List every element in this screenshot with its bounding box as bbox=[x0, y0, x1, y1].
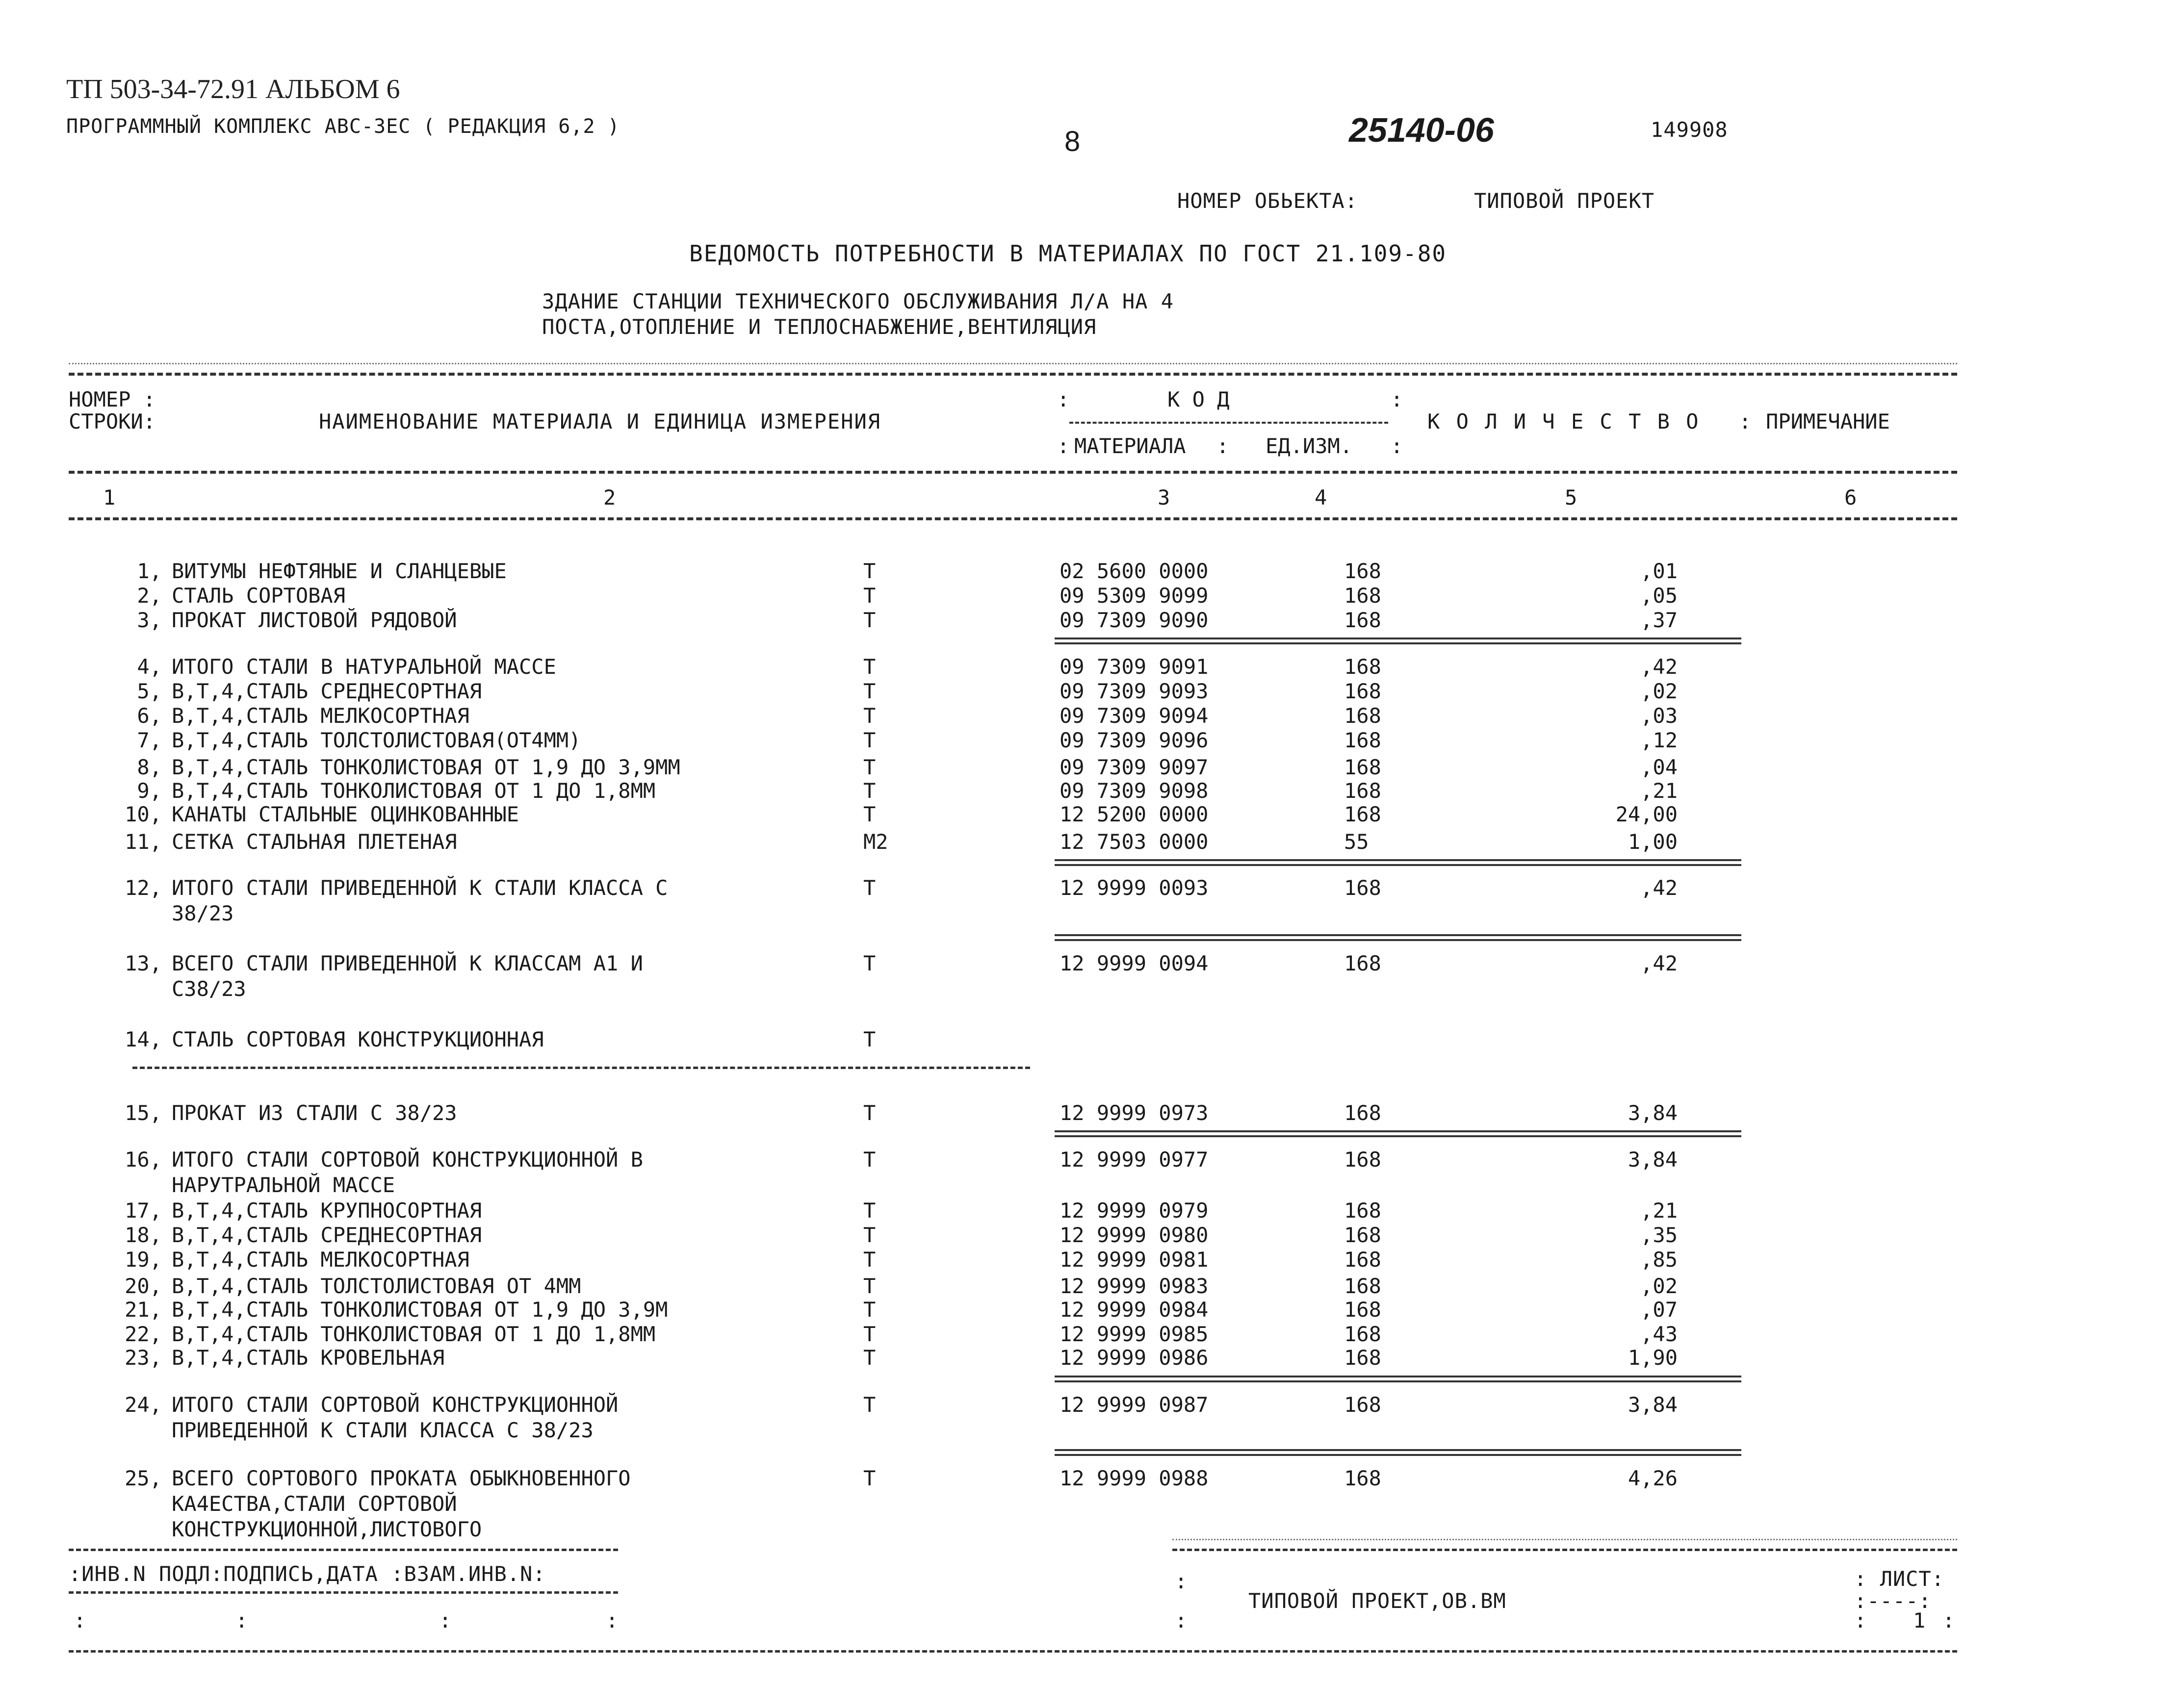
material-code: 09 7309 9093 bbox=[1060, 679, 1209, 703]
material-code: 12 9999 0983 bbox=[1060, 1274, 1209, 1298]
table-row bbox=[0, 1393, 2172, 1418]
material-name: ИТОГО СТАЛИ В НАТУРАЛЬНОЙ МАССЕ bbox=[172, 655, 556, 679]
unit-code: 168 bbox=[1344, 1346, 1381, 1370]
total-rule bbox=[1055, 1449, 1741, 1456]
quantity: ,01 bbox=[1640, 559, 1678, 583]
page-title: ВЕДОМОСТЬ ПОТРЕБНОСТИ В МАТЕРИАЛАХ ПО ГОСТ 21.109-80 bbox=[689, 240, 1447, 267]
sheet-number: 1 bbox=[1913, 1608, 1926, 1632]
material-code: 09 7309 9098 bbox=[1060, 779, 1209, 803]
unit: Т bbox=[863, 1298, 876, 1322]
material-code: 09 7309 9094 bbox=[1060, 704, 1209, 728]
material-name: В,Т,4,СТАЛЬ ТОЛСТОЛИСТОВАЯ(ОТ4ММ) bbox=[172, 728, 581, 752]
header-divider: : bbox=[1391, 434, 1403, 458]
unit: Т bbox=[863, 951, 876, 975]
object-value: ТИПОВОЙ ПРОЕКТ bbox=[1474, 189, 1655, 213]
material-code: 12 9999 0980 bbox=[1060, 1223, 1209, 1247]
row-number: 20, bbox=[125, 1274, 162, 1298]
material-code: 12 9999 0985 bbox=[1060, 1322, 1209, 1346]
column-number-3: 3 bbox=[1158, 485, 1170, 510]
doc-code: 25140-06 bbox=[1349, 111, 1494, 149]
quantity: ,07 bbox=[1640, 1298, 1678, 1322]
material-name: КОНСТРУКЦИОННОЙ,ЛИСТОВОГО bbox=[172, 1517, 482, 1541]
table-row bbox=[0, 1322, 2172, 1348]
table-row bbox=[0, 951, 2172, 977]
unit-code: 168 bbox=[1344, 728, 1381, 752]
quantity: 3,84 bbox=[1628, 1147, 1678, 1172]
material-name: ПРОКАТ ЛИСТОВОЙ РЯДОВОЙ bbox=[172, 608, 457, 632]
unit-code: 168 bbox=[1344, 755, 1381, 779]
material-code: 12 9999 0988 bbox=[1060, 1466, 1209, 1490]
row-number: 5, bbox=[137, 679, 162, 703]
footer-divider: : bbox=[74, 1608, 87, 1632]
unit: Т bbox=[863, 1322, 876, 1346]
quantity: ,42 bbox=[1640, 951, 1678, 975]
row-number: 19, bbox=[125, 1248, 162, 1272]
material-name: КАНАТЫ СТАЛЬНЫЕ ОЦИНКОВАННЫЕ bbox=[172, 802, 519, 826]
table-row bbox=[0, 655, 2172, 680]
unit: Т bbox=[863, 704, 876, 728]
quantity: ,12 bbox=[1640, 728, 1678, 752]
material-code: 12 9999 0094 bbox=[1060, 951, 1209, 975]
material-code: 12 9999 0979 bbox=[1060, 1198, 1209, 1223]
unit: Т bbox=[863, 779, 876, 803]
material-name: В,Т,4,СТАЛЬ ТОНКОЛИСТОВАЯ ОТ 1 ДО 1,8ММ bbox=[172, 1322, 656, 1346]
quantity: ,03 bbox=[1640, 704, 1678, 728]
header-col2: НАИМЕНОВАНИЕ МАТЕРИАЛА И ЕДИНИЦА ИЗМЕРЕНИЯ bbox=[319, 409, 881, 433]
subtitle-line-2: ПОСТА,ОТОПЛЕНИЕ И ТЕПЛОСНАБЖЕНИЕ,ВЕНТИЛЯЦИЯ bbox=[542, 315, 1097, 339]
header-col1-line2: СТРОКИ: bbox=[69, 409, 156, 433]
subtitle-line-1: ЗДАНИЕ СТАНЦИИ ТЕХНИЧЕСКОГО ОБСЛУЖИВАНИЯ Л/А НА 4 bbox=[542, 289, 1174, 313]
table-row bbox=[0, 779, 2172, 804]
row-number: 9, bbox=[137, 779, 162, 803]
header-quantity: К О Л И Ч Е С Т В О bbox=[1427, 409, 1701, 433]
material-name: В,Т,4,СТАЛЬ МЕЛКОСОРТНАЯ bbox=[172, 1248, 469, 1272]
unit-code: 168 bbox=[1344, 1101, 1381, 1125]
unit: Т bbox=[863, 1346, 876, 1370]
table-row bbox=[0, 1274, 2172, 1300]
material-name: ПРОКАТ ИЗ СТАЛИ С 38/23 bbox=[172, 1101, 457, 1125]
unit-code: 168 bbox=[1344, 559, 1381, 583]
material-code: 02 5600 0000 bbox=[1060, 559, 1209, 583]
unit: Т bbox=[863, 1027, 876, 1051]
row-number: 1, bbox=[137, 559, 162, 583]
material-name: В,Т,4,СТАЛЬ СРЕДНЕСОРТНАЯ bbox=[172, 1223, 482, 1247]
material-code: 09 7309 9096 bbox=[1060, 728, 1209, 752]
material-name: НАРУТРАЛЬНОЙ МАССЕ bbox=[172, 1173, 395, 1197]
material-name: КА4ЕСТВА,СТАЛИ СОРТОВОЙ bbox=[172, 1492, 457, 1516]
column-number-4: 4 bbox=[1315, 485, 1327, 510]
table-row bbox=[0, 608, 2172, 634]
row-number: 7, bbox=[137, 728, 162, 752]
table-row bbox=[0, 876, 2172, 901]
table-row bbox=[0, 1101, 2172, 1126]
table-row bbox=[0, 1027, 2172, 1053]
material-code: 09 7309 9090 bbox=[1060, 608, 1209, 632]
signature-line: :ИНВ.N ПОДЛ:ПОДПИСЬ,ДАТА :ВЗАМ.ИНВ.N: bbox=[69, 1562, 546, 1586]
section-rule bbox=[132, 1067, 1030, 1069]
table-row bbox=[0, 1198, 2172, 1224]
row-number: 3, bbox=[137, 608, 162, 632]
material-name: ПРИВЕДЕННОЙ К СТАЛИ КЛАССА С 38/23 bbox=[172, 1418, 594, 1442]
row-number: 11, bbox=[125, 830, 162, 854]
unit: Т bbox=[863, 679, 876, 703]
material-name: ВСЕГО СТАЛИ ПРИВЕДЕННОЙ К КЛАССАМ А1 И bbox=[172, 951, 643, 975]
material-code: 12 9999 0973 bbox=[1060, 1101, 1209, 1125]
row-number: 13, bbox=[125, 951, 162, 975]
sheet-label: : ЛИСТ: bbox=[1854, 1567, 1945, 1591]
header-divider: : bbox=[1216, 434, 1229, 458]
header-code-unit: ЕД.ИЗМ. bbox=[1266, 434, 1353, 458]
material-name: В,Т,4,СТАЛЬ СРЕДНЕСОРТНАЯ bbox=[172, 679, 482, 703]
unit: Т bbox=[863, 802, 876, 826]
table-row bbox=[0, 830, 2172, 855]
serial-number: 149908 bbox=[1651, 118, 1728, 142]
row-number: 24, bbox=[125, 1393, 162, 1417]
quantity: ,02 bbox=[1640, 1274, 1678, 1298]
quantity: 1,90 bbox=[1628, 1346, 1678, 1370]
total-rule bbox=[1055, 1130, 1741, 1137]
material-code: 09 7309 9091 bbox=[1060, 655, 1209, 679]
material-name: СЕТКА СТАЛЬНАЯ ПЛЕТЕНАЯ bbox=[172, 830, 457, 854]
footer-divider: : bbox=[1175, 1608, 1188, 1632]
quantity: 24,00 bbox=[1615, 802, 1678, 826]
total-rule bbox=[1055, 934, 1741, 941]
material-code: 12 9999 0986 bbox=[1060, 1346, 1209, 1370]
material-name: В,Т,4,СТАЛЬ ТОНКОЛИСТОВАЯ ОТ 1,9 ДО 3,9ММ bbox=[172, 755, 680, 779]
quantity: ,21 bbox=[1640, 1198, 1678, 1223]
quantity: ,21 bbox=[1640, 779, 1678, 803]
quantity: ,02 bbox=[1640, 679, 1678, 703]
material-name: С38/23 bbox=[172, 977, 246, 1001]
footer-divider: : bbox=[235, 1608, 249, 1632]
footer-divider: : bbox=[439, 1608, 452, 1632]
unit-code: 168 bbox=[1344, 779, 1381, 803]
footer-divider: : bbox=[1942, 1608, 1956, 1632]
quantity: 4,26 bbox=[1628, 1466, 1678, 1490]
header-top-dotted bbox=[69, 363, 1957, 364]
total-rule bbox=[1055, 859, 1741, 866]
table-row-continuation bbox=[0, 901, 2172, 927]
unit: Т bbox=[863, 1147, 876, 1172]
program-line: ПРОГРАММНЫЙ КОМПЛЕКС АВС-3ЕС ( РЕДАКЦИЯ 6,2 ) bbox=[66, 115, 620, 138]
unit-code: 168 bbox=[1344, 608, 1381, 632]
quantity: ,42 bbox=[1640, 655, 1678, 679]
header-col1-line1: НОМЕР : bbox=[69, 387, 156, 411]
unit: Т bbox=[863, 1274, 876, 1298]
table-row-continuation bbox=[0, 1492, 2172, 1517]
unit: Т bbox=[863, 1248, 876, 1272]
header-divider: : bbox=[1391, 387, 1403, 411]
unit: Т bbox=[863, 1198, 876, 1223]
table-row bbox=[0, 1346, 2172, 1371]
table-row-continuation bbox=[0, 1418, 2172, 1444]
table-row bbox=[0, 1147, 2172, 1173]
unit: Т bbox=[863, 1466, 876, 1490]
unit-code: 55 bbox=[1344, 830, 1369, 854]
unit: Т bbox=[863, 1223, 876, 1247]
quantity: 3,84 bbox=[1628, 1101, 1678, 1125]
row-number: 4, bbox=[137, 655, 162, 679]
unit: Т bbox=[863, 559, 876, 583]
material-code: 12 9999 0977 bbox=[1060, 1147, 1209, 1172]
unit-code: 168 bbox=[1344, 1274, 1381, 1298]
footer-divider: : bbox=[606, 1608, 619, 1632]
row-number: 6, bbox=[137, 704, 162, 728]
unit-code: 168 bbox=[1344, 1223, 1381, 1247]
material-name: ИТОГО СТАЛИ СОРТОВОЙ КОНСТРУКЦИОННОЙ bbox=[172, 1393, 619, 1417]
table-row bbox=[0, 584, 2172, 609]
material-code: 12 9999 0987 bbox=[1060, 1393, 1209, 1417]
row-number: 23, bbox=[125, 1346, 162, 1370]
album-line: ТП 503-34-72.91 АЛЬБОМ 6 bbox=[66, 74, 400, 104]
row-number: 15, bbox=[125, 1101, 162, 1125]
row-number: 8, bbox=[137, 755, 162, 779]
header-code: К О Д bbox=[1167, 387, 1230, 411]
material-code: 12 9999 0093 bbox=[1060, 876, 1209, 900]
header-divider: : bbox=[1739, 409, 1752, 433]
unit-code: 168 bbox=[1344, 704, 1381, 728]
material-name: СТАЛЬ СОРТОВАЯ bbox=[172, 584, 346, 608]
row-number: 12, bbox=[125, 876, 162, 900]
unit-code: 168 bbox=[1344, 876, 1381, 900]
table-row-continuation bbox=[0, 977, 2172, 1002]
row-number: 16, bbox=[125, 1147, 162, 1172]
material-name: ВИТУМЫ НЕФТЯНЫЕ И СЛАНЦЕВЫЕ bbox=[172, 559, 507, 583]
quantity: ,04 bbox=[1640, 755, 1678, 779]
project-label: ТИПОВОЙ ПРОЕКТ,ОВ.ВМ bbox=[1248, 1589, 1506, 1613]
unit-code: 168 bbox=[1344, 655, 1381, 679]
unit-code: 168 bbox=[1344, 584, 1381, 608]
unit: Т bbox=[863, 584, 876, 608]
material-name: В,Т,4,СТАЛЬ ТОНКОЛИСТОВАЯ ОТ 1,9 ДО 3,9М bbox=[172, 1298, 668, 1322]
unit: Т bbox=[863, 655, 876, 679]
row-number: 21, bbox=[125, 1298, 162, 1322]
row-number: 10, bbox=[125, 802, 162, 826]
header-divider: : bbox=[1057, 434, 1070, 458]
table-row bbox=[0, 704, 2172, 729]
unit-code: 168 bbox=[1344, 1322, 1381, 1346]
unit-code: 168 bbox=[1344, 679, 1381, 703]
footer-divider: : bbox=[1175, 1569, 1188, 1593]
total-rule bbox=[1055, 637, 1741, 644]
row-number: 2, bbox=[137, 584, 162, 608]
table-row-continuation bbox=[0, 1173, 2172, 1198]
header-top-rule bbox=[69, 373, 1957, 376]
footer-right-top-rule bbox=[1172, 1549, 1957, 1551]
footer-divider: : bbox=[1854, 1608, 1867, 1632]
header-code-rule bbox=[1069, 422, 1388, 424]
table-row bbox=[0, 755, 2172, 781]
material-code: 12 9999 0984 bbox=[1060, 1298, 1209, 1322]
material-code: 09 7309 9097 bbox=[1060, 755, 1209, 779]
unit: Т bbox=[863, 1101, 876, 1125]
quantity: ,35 bbox=[1640, 1223, 1678, 1247]
material-name: В,Т,4,СТАЛЬ КРУПНОСОРТНАЯ bbox=[172, 1198, 482, 1223]
quantity: 1,00 bbox=[1628, 830, 1678, 854]
material-name: ВСЕГО СОРТОВОГО ПРОКАТА ОБЫКНОВЕННОГО bbox=[172, 1466, 631, 1490]
material-name: ИТОГО СТАЛИ СОРТОВОЙ КОНСТРУКЦИОННОЙ В bbox=[172, 1147, 643, 1172]
table-row bbox=[0, 802, 2172, 828]
quantity: ,43 bbox=[1640, 1322, 1678, 1346]
table-row bbox=[0, 559, 2172, 585]
table-row bbox=[0, 679, 2172, 705]
quantity: ,05 bbox=[1640, 584, 1678, 608]
total-rule bbox=[1055, 1376, 1741, 1382]
column-number-5: 5 bbox=[1565, 485, 1577, 510]
column-number-2: 2 bbox=[603, 485, 616, 510]
table-row bbox=[0, 1223, 2172, 1249]
unit-code: 168 bbox=[1344, 1248, 1381, 1272]
material-code: 12 5200 0000 bbox=[1060, 802, 1209, 826]
unit: Т bbox=[863, 755, 876, 779]
quantity: ,42 bbox=[1640, 876, 1678, 900]
material-code: 12 9999 0981 bbox=[1060, 1248, 1209, 1272]
object-label: НОМЕР ОБЬЕКТА: bbox=[1177, 189, 1358, 213]
unit-code: 168 bbox=[1344, 1147, 1381, 1172]
header-note: ПРИМЕЧАНИЕ bbox=[1766, 409, 1890, 433]
material-code: 09 5309 9099 bbox=[1060, 584, 1209, 608]
row-number: 14, bbox=[125, 1027, 162, 1051]
quantity: 3,84 bbox=[1628, 1393, 1678, 1417]
table-row bbox=[0, 1466, 2172, 1492]
unit-code: 168 bbox=[1344, 802, 1381, 826]
table-row bbox=[0, 1298, 2172, 1323]
column-number-1: 1 bbox=[103, 485, 116, 510]
unit: Т bbox=[863, 1393, 876, 1417]
header-bottom-rule bbox=[69, 517, 1957, 520]
material-code: 12 7503 0000 bbox=[1060, 830, 1209, 854]
material-name: ИТОГО СТАЛИ ПРИВЕДЕННОЙ К СТАЛИ КЛАССА С bbox=[172, 876, 668, 900]
unit-code: 168 bbox=[1344, 1298, 1381, 1322]
table-row bbox=[0, 1248, 2172, 1273]
table-row bbox=[0, 728, 2172, 754]
unit-code: 168 bbox=[1344, 951, 1381, 975]
unit: Т bbox=[863, 876, 876, 900]
unit: Т bbox=[863, 728, 876, 752]
unit: М2 bbox=[863, 830, 888, 854]
unit-code: 168 bbox=[1344, 1393, 1381, 1417]
page-number: 8 bbox=[1064, 126, 1081, 157]
quantity: ,85 bbox=[1640, 1248, 1678, 1272]
material-name: 38/23 bbox=[172, 901, 234, 925]
row-number: 25, bbox=[125, 1466, 162, 1490]
material-name: В,Т,4,СТАЛЬ ТОЛСТОЛИСТОВАЯ ОТ 4ММ bbox=[172, 1274, 581, 1298]
column-number-6: 6 bbox=[1844, 485, 1857, 510]
unit-code: 168 bbox=[1344, 1198, 1381, 1223]
row-number: 18, bbox=[125, 1223, 162, 1247]
material-name: СТАЛЬ СОРТОВАЯ КОНСТРУКЦИОННАЯ bbox=[172, 1027, 544, 1051]
footer-bottom-rule bbox=[69, 1650, 1957, 1653]
row-number: 22, bbox=[125, 1322, 162, 1346]
material-name: В,Т,4,СТАЛЬ КРОВЕЛЬНАЯ bbox=[172, 1346, 445, 1370]
header-code-material: МАТЕРИАЛА bbox=[1074, 434, 1186, 458]
unit: Т bbox=[863, 608, 876, 632]
footer-left-mid-rule bbox=[69, 1591, 618, 1594]
footer-right-dotted bbox=[1172, 1539, 1957, 1540]
material-name: В,Т,4,СТАЛЬ ТОНКОЛИСТОВАЯ ОТ 1 ДО 1,8ММ bbox=[172, 779, 656, 803]
unit-code: 168 bbox=[1344, 1466, 1381, 1490]
material-name: В,Т,4,СТАЛЬ МЕЛКОСОРТНАЯ bbox=[172, 704, 469, 728]
header-divider: : bbox=[1057, 387, 1070, 411]
row-number: 17, bbox=[125, 1198, 162, 1223]
footer-left-top-rule bbox=[69, 1549, 618, 1551]
quantity: ,37 bbox=[1640, 608, 1678, 632]
sheet-rule: :----: bbox=[1854, 1589, 1932, 1613]
header-mid-rule bbox=[69, 471, 1957, 474]
